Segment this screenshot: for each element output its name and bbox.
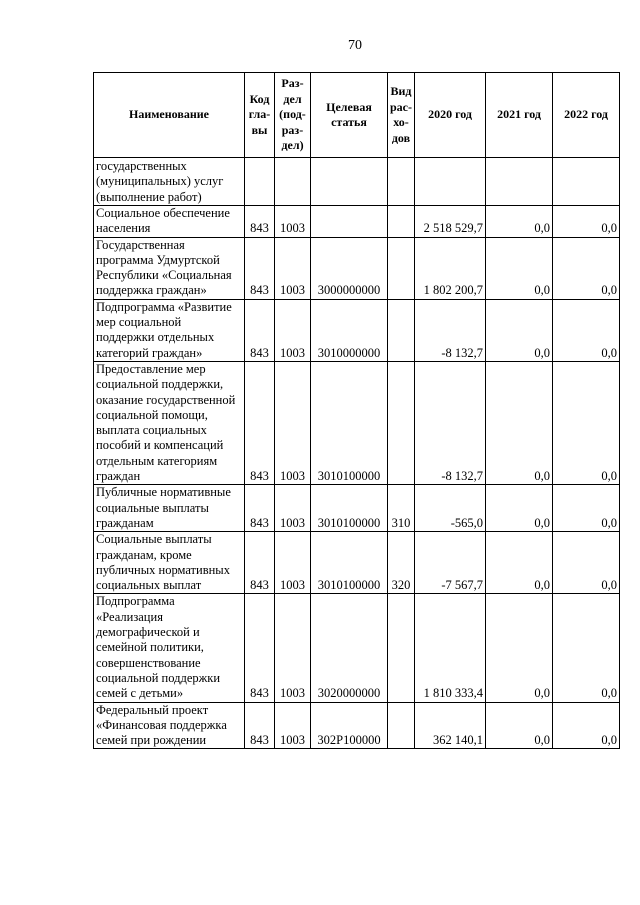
- row-expense: 320: [388, 532, 415, 594]
- header-chapter-code: Код гла- вы: [245, 73, 275, 158]
- row-2021: 0,0: [486, 702, 553, 749]
- row-2021: [486, 158, 553, 206]
- row-section: 1003: [275, 532, 311, 594]
- row-expense: [388, 237, 415, 299]
- row-expense: [388, 206, 415, 238]
- row-name: Социальное обеспечение населения: [94, 206, 245, 238]
- row-2021: 0,0: [486, 299, 553, 361]
- row-expense: [388, 158, 415, 206]
- header-target-article: Целевая статья: [311, 73, 388, 158]
- row-expense: 310: [388, 485, 415, 532]
- row-2021: 0,0: [486, 594, 553, 702]
- row-target: [311, 206, 388, 238]
- row-2021: 0,0: [486, 532, 553, 594]
- row-name: государственных (муниципальных) услуг (выполнение работ): [94, 158, 245, 206]
- row-chapter: 843: [245, 237, 275, 299]
- table-row: [94, 206, 620, 238]
- row-chapter: 843: [245, 361, 275, 484]
- row-2022: 0,0: [553, 485, 620, 532]
- row-2021: 0,0: [486, 361, 553, 484]
- row-chapter: 843: [245, 532, 275, 594]
- row-2022: 0,0: [553, 361, 620, 484]
- row-chapter: 843: [245, 594, 275, 702]
- row-2020: -8 132,7: [415, 299, 486, 361]
- header-section: Раз- дел (под- раз- дел): [275, 73, 311, 158]
- page-number: 70: [348, 38, 362, 53]
- table-row: [94, 361, 620, 484]
- row-expense: [388, 361, 415, 484]
- row-chapter: 843: [245, 299, 275, 361]
- row-section: 1003: [275, 361, 311, 484]
- row-2022: 0,0: [553, 237, 620, 299]
- row-2022: 0,0: [553, 702, 620, 749]
- row-name: Социальные выплаты гражданам, кроме публичных нормативных социальных выплат: [94, 532, 245, 594]
- row-section: 1003: [275, 594, 311, 702]
- table-row: [94, 299, 620, 361]
- row-chapter: [245, 158, 275, 206]
- row-section: 1003: [275, 702, 311, 749]
- row-target: 302P100000: [311, 702, 388, 749]
- row-2021: 0,0: [486, 237, 553, 299]
- row-name: Публичные нормативные социальные выплаты гражданам: [94, 485, 245, 532]
- row-section: 1003: [275, 237, 311, 299]
- header-year-2022: 2022 год: [553, 73, 620, 158]
- row-2020: -8 132,7: [415, 361, 486, 484]
- row-section: 1003: [275, 299, 311, 361]
- header-row: [94, 73, 620, 158]
- table-row: [94, 237, 620, 299]
- row-expense: [388, 299, 415, 361]
- row-2022: 0,0: [553, 299, 620, 361]
- row-target: 3020000000: [311, 594, 388, 702]
- row-2020: 362 140,1: [415, 702, 486, 749]
- row-section: 1003: [275, 485, 311, 532]
- row-2021: 0,0: [486, 485, 553, 532]
- row-expense: [388, 702, 415, 749]
- row-2021: 0,0: [486, 206, 553, 238]
- row-section: [275, 158, 311, 206]
- table-row: [94, 594, 620, 702]
- header-year-2021: 2021 год: [486, 73, 553, 158]
- table-row: [94, 158, 620, 206]
- row-chapter: 843: [245, 485, 275, 532]
- row-name: Государственная программа Удмуртской Республики «Социальная поддержка граждан»: [94, 237, 245, 299]
- row-target: 3010100000: [311, 532, 388, 594]
- header-expense-type: Вид рас- хо- дов: [388, 73, 415, 158]
- row-name: Подпрограмма «Развитие мер социальной поддержки отдельных категорий граждан»: [94, 299, 245, 361]
- row-2020: 1 810 333,4: [415, 594, 486, 702]
- row-chapter: 843: [245, 702, 275, 749]
- budget-table: [93, 72, 620, 749]
- row-target: 3000000000: [311, 237, 388, 299]
- table-row: [94, 532, 620, 594]
- row-target: [311, 158, 388, 206]
- row-2022: 0,0: [553, 594, 620, 702]
- row-expense: [388, 594, 415, 702]
- header-name: Наименование: [94, 73, 245, 158]
- row-2020: [415, 158, 486, 206]
- row-name: Предоставление мер социальной поддержки, оказание государственной социальной помощи, выплата социальных пособий и компенсаций отдельным категориям граждан: [94, 361, 245, 484]
- row-name: Федеральный проект «Финансовая поддержка семей при рождении: [94, 702, 245, 749]
- row-target: 3010100000: [311, 485, 388, 532]
- row-target: 3010000000: [311, 299, 388, 361]
- row-2020: -565,0: [415, 485, 486, 532]
- row-2020: 1 802 200,7: [415, 237, 486, 299]
- row-section: 1003: [275, 206, 311, 238]
- row-name: Подпрограмма «Реализация демографической и семейной политики, совершенствование социальной поддержки семей с детьми»: [94, 594, 245, 702]
- row-chapter: 843: [245, 206, 275, 238]
- row-2022: 0,0: [553, 206, 620, 238]
- row-2020: 2 518 529,7: [415, 206, 486, 238]
- row-2022: [553, 158, 620, 206]
- table-row: [94, 702, 620, 749]
- header-year-2020: 2020 год: [415, 73, 486, 158]
- table-row: [94, 485, 620, 532]
- row-2022: 0,0: [553, 532, 620, 594]
- row-2020: -7 567,7: [415, 532, 486, 594]
- row-target: 3010100000: [311, 361, 388, 484]
